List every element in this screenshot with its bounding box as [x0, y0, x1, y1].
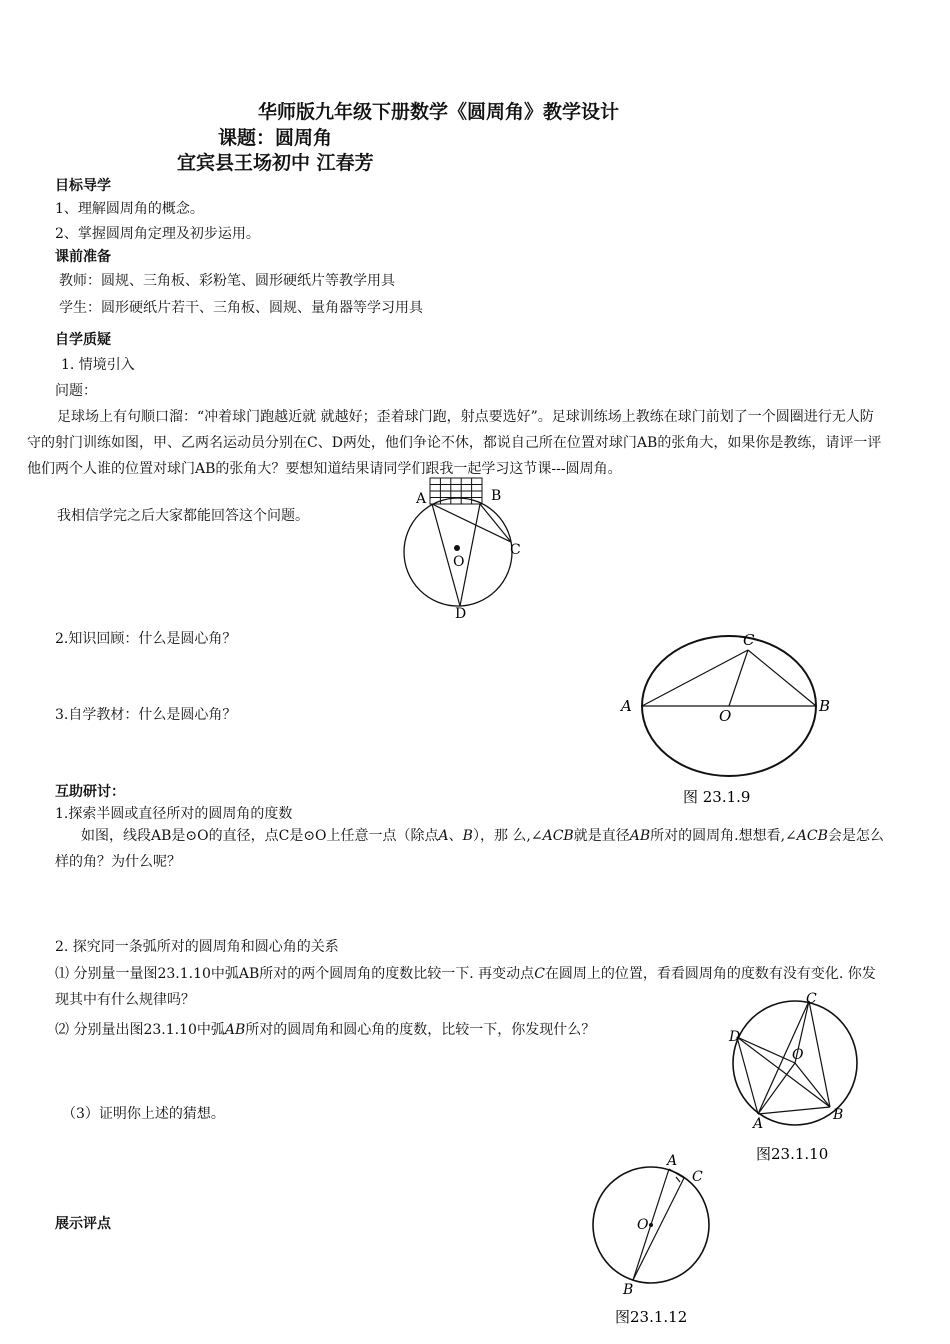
point-label-d: D: [729, 1029, 741, 1045]
textbook-study: 3.自学教材：什么是圆心角？: [55, 707, 237, 723]
cooperative-heading: 互助研讨：: [55, 784, 125, 800]
objectives-heading: 目标导学: [55, 178, 111, 194]
figure-23-1-9: [615, 625, 845, 815]
point-label-c: C: [692, 1169, 703, 1185]
preparation-teacher: 教师：圆规、三角板、彩粉笔、圆形硬纸片等教学用具: [59, 273, 395, 289]
point-label-a: A: [667, 1153, 678, 1169]
point-label-a: A: [621, 697, 632, 715]
point-label-o: O: [453, 554, 465, 570]
goal-circle-figure: [400, 470, 540, 620]
point-label-o: O: [637, 1217, 649, 1233]
figure-lines: [642, 650, 816, 706]
exploration-2-title: 2. 探究同一条弧所对的圆周角和圆心角的关系: [55, 939, 339, 955]
point-label-b: B: [623, 1282, 634, 1298]
exploration-2-question-1: ⑴ 分别量一量图23.1.10中弧AB所对的两个圆周角的度数比较一下. 再变动点C在圆周上的位置，看看圆周角的度数有没有变化. 你发现其中有什么规律吗？: [55, 966, 876, 1008]
document-title: 华师版九年级下册数学《圆周角》教学设计: [258, 101, 620, 123]
figure-caption: 图23.1.10: [756, 1145, 829, 1163]
exploration-1-title: 1.探索半圆或直径所对的圆周角的度数: [55, 806, 293, 822]
display-heading: 展示评点: [55, 1216, 111, 1232]
figure-caption: 图 23.1.9: [683, 788, 751, 806]
figure-lines: [737, 1001, 830, 1114]
point-label-c: C: [806, 991, 817, 1007]
knowledge-review: 2.知识回顾：什么是圆心角？: [55, 631, 237, 647]
objective-item: 1、理解圆周角的概念。: [55, 201, 204, 217]
question-label: 问题：: [55, 383, 97, 399]
point-label-b: B: [819, 697, 831, 715]
figure-23-1-12: [585, 1150, 725, 1340]
point-label-a: A: [416, 491, 427, 507]
intro-title: 1. 情境引入: [61, 357, 135, 373]
belief-line: 我相信学完之后大家都能回答这个问题。: [57, 508, 309, 524]
point-label-o: O: [719, 707, 732, 725]
point-label-c: C: [743, 631, 755, 649]
center-point: [454, 545, 460, 551]
center-point: [649, 1223, 653, 1227]
scenario-paragraph: 足球场上有句顺口溜：“冲着球门跑越近就 就越好；歪着球门跑，射点要选好”。足球训练场上教练在球门前划了一个圆圈进行无人防守的射门训练如图，甲、乙两名运动员分别在C、D两处，他们争论不休，都说自己所在位置对球门AB的张角大，如果你是教练，请评一评他们两个人谁的位置对球门AB的张角大？要想知道结果请同学们跟我一起学习这节课---圆周角。: [27, 409, 882, 477]
exploration-1-text: 如图，线段AB是⊙O的直径，点C是⊙O上任意一点（除点A、B），那 么,∠ACB就是直径AB所对的圆周角.想想看,∠ACB会是怎么样的角？为什么呢？: [55, 828, 884, 870]
point-label-d: D: [455, 606, 467, 622]
point-label-b: B: [491, 488, 502, 504]
author-line: 宜宾县王场初中 江春芳: [177, 152, 374, 174]
preparation-heading: 课前准备: [55, 249, 111, 265]
exploration-2-question-2: ⑵ 分别量出图23.1.10中弧AB所对的圆周角和圆心角的度数，比较一下，你发现什么？: [55, 1022, 596, 1038]
point-label-o: O: [792, 1047, 804, 1063]
point-label-b: B: [833, 1107, 844, 1123]
figure-caption: 图23.1.12: [615, 1308, 688, 1326]
self-study-heading: 自学质疑: [55, 332, 111, 348]
objective-item: 2、掌握圆周角定理及初步运用。: [55, 226, 260, 242]
figure-23-1-10: [720, 985, 870, 1165]
goal-circle: [404, 498, 512, 606]
point-label-a: A: [753, 1116, 764, 1132]
point-label-c: C: [510, 542, 521, 558]
preparation-student: 学生：圆形硬纸片若干、三角板、圆规、量角器等学习用具: [59, 300, 423, 316]
lesson-topic: 课题：圆周角: [218, 127, 333, 149]
goal-lines: [432, 504, 511, 606]
exploration-2-question-3: （3）证明你上述的猜想。: [62, 1106, 225, 1122]
